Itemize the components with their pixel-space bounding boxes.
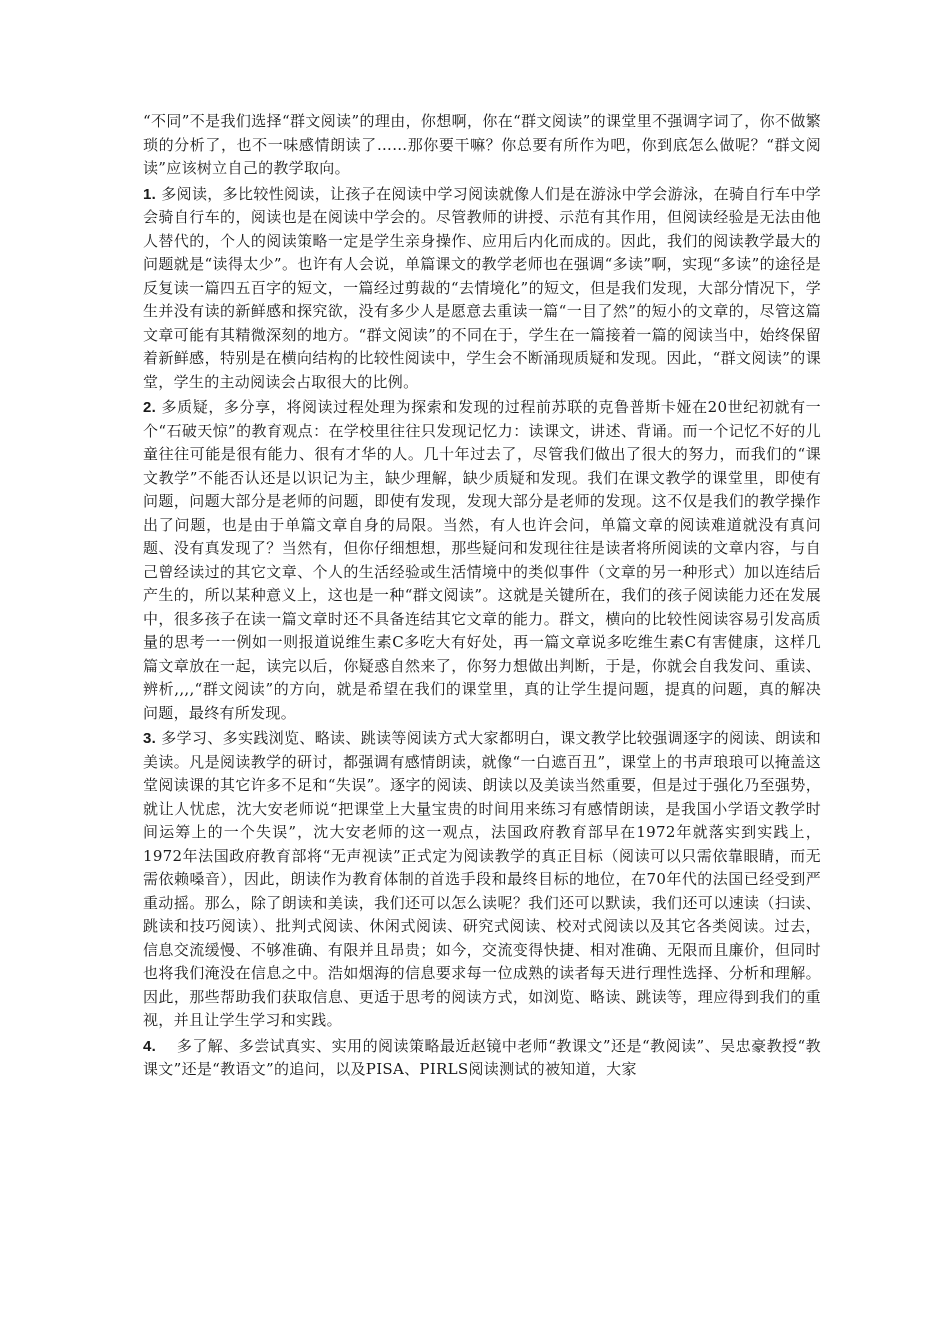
section-3-text: 多学习、多实践浏览、略读、跳读等阅读方式大家都明白，课文教学比较强调逐字的阅读、朗读和美读。凡是阅读教学的研讨，都强调有感情朗读，就像“一白遮百丑”，课堂上的书声琅琅可以掩盖这堂阅读课的其它许多不足和“失误”。逐字的阅读、朗读以及美读当然重要，但是过于强化乃至强势，就让人忧虑，沈大安老师说“把课堂上大量宝贵的时间用来练习有感情朗读，是我国小学语文教学时间运筹上的一个失误”，沈大安老师的这一观点，法国政府教育部早在1972年就落实到实践上，1972年法国政府教育部将“无声视读”正式定为阅读教学的真正目标（阅读可以只需依靠眼睛，而无需依赖嗓音），因此，朗读作为教育体制的首选手段和最终目标的地位，在70年代的法国已经受到严重动摇。那么，除了朗读和美读，我们还可以怎么读呢？我们还可以默读，我们还可以速读（扫读、跳读和技巧阅读）、批判式阅读、休闲式阅读、研究式阅读、校对式阅读以及其它各类阅读。过去，信息交流缓慢、不够准确、有限并且昂贵；如今，交流变得快捷、相对准确、无限而且廉价，但同时也将我们淹没在信息之中。浩如烟海的信息要求每一位成熟的读者每天进行理性选择、分析和理解。因此，那些帮助我们获取信息、更适于思考的阅读方式，如浏览、略读、跳读等，理应得到我们的重视，并且让学生学习和实践。	[143, 729, 822, 1029]
section-2-number: 2.	[143, 399, 157, 416]
section-3-paragraph	[143, 727, 821, 1033]
section-4-paragraph	[143, 1035, 821, 1082]
section-4-number: 4.	[143, 1037, 157, 1055]
section-1-number: 1.	[143, 185, 157, 203]
section-2-paragraph	[143, 396, 821, 725]
section-4-text: 多了解、多尝试真实、实用的阅读策略最近赵镜中老师“教课文”还是“教阅读”、吴忠豪教授“教课文”还是“教语文”的追问，以及PISA、PIRLS阅读测试的被知道，大家	[143, 1036, 821, 1078]
section-3-number: 3.	[143, 730, 157, 747]
section-1-paragraph	[143, 183, 821, 395]
section-1-text: 多阅读，多比较性阅读，让孩子在阅读中学习阅读就像人们是在游泳中学会游泳，在骑自行车中学会骑自行车的，阅读也是在阅读中学会的。尽管教师的讲授、示范有其作用，但阅读经验是无法由他人替代的，个人的阅读策略一定是学生亲身操作、应用后内化而成的。因此，我们的阅读教学最大的问题就是“读得太少”。也许有人会说，单篇课文的教学老师也在强调“多读”啊，实现“多读”的途径是反复读一篇四五百字的短文，一篇经过剪裁的“去情境化”的短文，但是我们发现，大部分情况下，学生并没有读的新鲜感和探究欲，没有多少人是愿意去重读一篇“一目了然”的短小的文章的，尽管这篇文章可能有其精微深刻的地方。“群文阅读”的不同在于，学生在一篇接着一篇的阅读当中，始终保留着新鲜感，特别是在横向结构的比较性阅读中，学生会不断涌现质疑和发现。因此，“群文阅读”的课堂，学生的主动阅读会占取很大的比例。	[143, 184, 822, 391]
document-body	[143, 110, 821, 1084]
intro-paragraph: “不同”不是我们选择“群文阅读”的理由，你想啊，你在“群文阅读”的课堂里不强调字词了，你不做繁琐的分析了，也不一味感情朗读了……那你要干嘛？你总要有所作为吧，你到底怎么做呢？“群文阅读”应该树立自己的教学取向。	[143, 112, 821, 177]
section-2-text: 多质疑，多分享，将阅读过程处理为探索和发现的过程前苏联的克鲁普斯卡娅在20世纪初就有一个“石破天惊”的教育观点：在学校里往往只发现记忆力：读课文，讲述、背诵。而一个记忆不好的儿童往往可能是很有能力、很有才华的人。几十年过去了，尽管我们做出了很大的努力，而我们的“课文教学”不能否认还是以识记为主，缺少理解，缺少质疑和发现。我们在课文教学的课堂里，即使有问题，问题大部分是老师的问题，即使有发现，发现大部分是老师的发现。这不仅是我们的教学操作出了问题，也是由于单篇文章自身的局限。当然，有人也许会问，单篇文章的阅读难道就没有真问题、没有真发现了？当然有，但你仔细想想，那些疑问和发现往往是读者将所阅读的文章内容，与自己曾经读过的其它文章、个人的生活经验或生活情境中的类似事件（文章的另一种形式）加以连结后产生的，所以某种意义上，这也是一种“群文阅读”。这就是关键所在，我们的孩子阅读能力还在发展中，很多孩子在读一篇文章时还不具备连结其它文章的能力。群文，横向的比较性阅读容易引发高质量的思考一一例如一则报道说维生素C多吃大有好处，再一篇文章说多吃维生素C有害健康，这样几篇文章放在一起，读完以后，你疑惑自然来了，你努力想做出判断，于是，你就会自我发问、重读、辨析,,,,“群文阅读”的方向，就是希望在我们的课堂里，真的让学生提问题，提真的问题，真的解决问题，最终有所发现。	[143, 398, 821, 722]
